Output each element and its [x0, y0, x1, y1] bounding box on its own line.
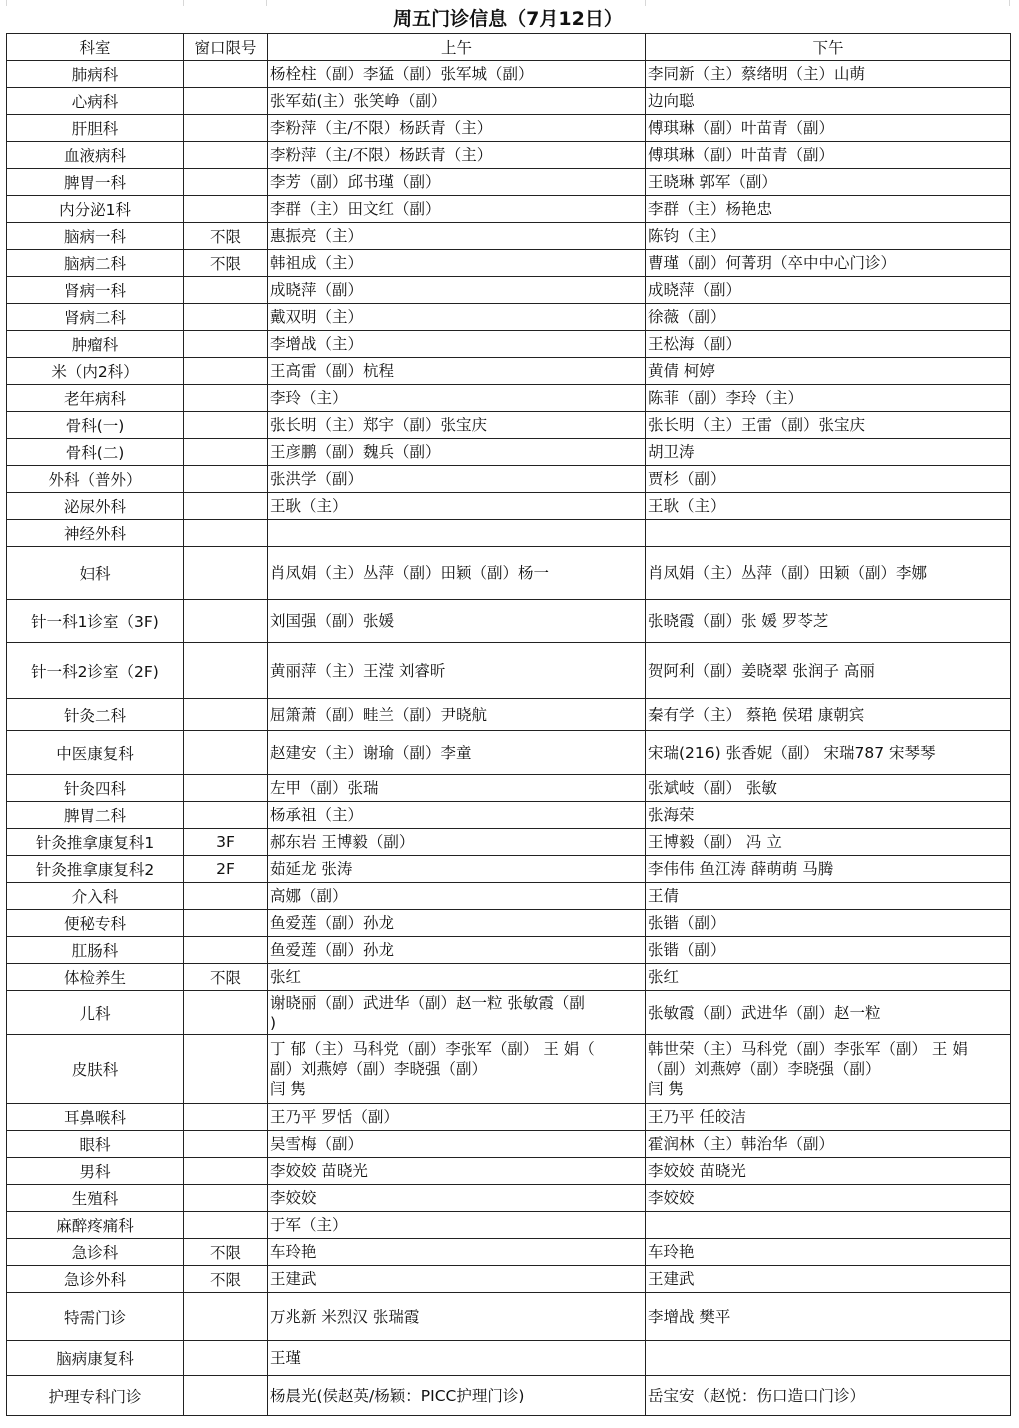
dept-cell: 肛肠科: [7, 937, 184, 964]
morning-cell: 王乃平 罗恬（副）: [268, 1104, 646, 1131]
table-row: [7, 802, 1011, 829]
dept-cell: 骨科(一): [7, 412, 184, 439]
dept-cell: 麻醉疼痛科: [7, 1212, 184, 1239]
window-limit-cell: [184, 331, 268, 358]
dept-cell: 脾胃一科: [7, 169, 184, 196]
header-row: [7, 34, 1011, 61]
afternoon-cell: 霍润林（主）韩治华（副）: [646, 1131, 1011, 1158]
window-limit-cell: [184, 1185, 268, 1212]
dept-cell: 脑病二科: [7, 250, 184, 277]
dept-cell: 生殖科: [7, 1185, 184, 1212]
dept-cell: 男科: [7, 1158, 184, 1185]
morning-cell: 左甲（副）张瑞: [268, 775, 646, 802]
table-row: [7, 250, 1011, 277]
window-limit-cell: [184, 910, 268, 937]
window-limit-cell: [184, 802, 268, 829]
table-row: [7, 223, 1011, 250]
dept-cell: 肾病一科: [7, 277, 184, 304]
dept-cell: 儿科: [7, 991, 184, 1035]
window-limit-cell: [184, 304, 268, 331]
morning-cell: 成晓萍（副）: [268, 277, 646, 304]
window-limit-cell: [184, 1035, 268, 1104]
afternoon-cell: 王乃平 任皎洁: [646, 1104, 1011, 1131]
table-row: [7, 493, 1011, 520]
morning-cell: 屈箫萧（副）畦兰（副）尹晓航: [268, 699, 646, 731]
table-row: [7, 1293, 1011, 1341]
window-limit-cell: 不限: [184, 1266, 268, 1293]
clinic-schedule-table: [6, 33, 1011, 1416]
table-row: [7, 1035, 1011, 1104]
window-limit-cell: [184, 731, 268, 775]
dept-cell: 针一科2诊室（2F): [7, 643, 184, 699]
morning-cell: 吴雪梅（副）: [268, 1131, 646, 1158]
table-row: [7, 1185, 1011, 1212]
window-limit-cell: [184, 1212, 268, 1239]
dept-cell: 妇科: [7, 547, 184, 600]
morning-cell: 李玲（主）: [268, 385, 646, 412]
afternoon-cell: 李伟伟 鱼江涛 薛萌萌 马腾: [646, 856, 1011, 883]
table-row: [7, 304, 1011, 331]
morning-cell: 张洪学（副）: [268, 466, 646, 493]
window-limit-cell: [184, 277, 268, 304]
afternoon-cell: 车玲艳: [646, 1239, 1011, 1266]
dept-cell: 针灸推拿康复科2: [7, 856, 184, 883]
afternoon-cell: 李姣姣: [646, 1185, 1011, 1212]
morning-cell: 杨承祖（主）: [268, 802, 646, 829]
afternoon-cell: 李同新（主）蔡绪明（主）山萌: [646, 61, 1011, 88]
window-limit-cell: 不限: [184, 223, 268, 250]
morning-cell: [268, 520, 646, 547]
table-row: [7, 115, 1011, 142]
afternoon-cell: [646, 520, 1011, 547]
morning-cell: 鱼爱莲（副）孙龙: [268, 937, 646, 964]
dept-cell: 心病科: [7, 88, 184, 115]
table-row: [7, 169, 1011, 196]
window-limit-cell: [184, 991, 268, 1035]
table-row: [7, 964, 1011, 991]
dept-cell: 皮肤科: [7, 1035, 184, 1104]
afternoon-cell: 胡卫涛: [646, 439, 1011, 466]
morning-cell: 王耿（主）: [268, 493, 646, 520]
table-row: [7, 466, 1011, 493]
window-limit-cell: [184, 883, 268, 910]
afternoon-cell: 李姣姣 苗晓光: [646, 1158, 1011, 1185]
morning-cell: 戴双明（主）: [268, 304, 646, 331]
morning-cell: 韩祖成（主）: [268, 250, 646, 277]
window-limit-cell: [184, 88, 268, 115]
table-row: [7, 412, 1011, 439]
morning-cell: 王高雷（副）杭程: [268, 358, 646, 385]
window-limit-cell: 不限: [184, 1239, 268, 1266]
morning-cell: 丁 郁（主）马科党（副）李张军（副） 王 娟（ 副）刘燕婷（副）李晓强（副） 闫 隽: [268, 1035, 646, 1104]
window-limit-cell: 3F: [184, 829, 268, 856]
morning-cell: 王建武: [268, 1266, 646, 1293]
window-limit-cell: 不限: [184, 250, 268, 277]
header-morning: 上午: [268, 34, 646, 61]
window-limit-cell: [184, 699, 268, 731]
table-row: [7, 1239, 1011, 1266]
window-limit-cell: [184, 115, 268, 142]
dept-cell: 肾病二科: [7, 304, 184, 331]
dept-cell: 中医康复科: [7, 731, 184, 775]
afternoon-cell: [646, 1212, 1011, 1239]
morning-cell: 万兆新 米烈汉 张瑞霞: [268, 1293, 646, 1341]
afternoon-cell: 贺阿利（副）姜晓翠 张润子 高丽: [646, 643, 1011, 699]
morning-cell: 赵建安（主）谢瑜（副）李童: [268, 731, 646, 775]
table-row: [7, 385, 1011, 412]
morning-cell: 张红: [268, 964, 646, 991]
table-row: [7, 1212, 1011, 1239]
afternoon-cell: 王晓琳 郭军（副）: [646, 169, 1011, 196]
afternoon-cell: 宋瑞(216) 张香妮（副） 宋瑞787 宋琴琴: [646, 731, 1011, 775]
window-limit-cell: [184, 412, 268, 439]
morning-cell: 李粉萍（主/不限）杨跃青（主）: [268, 115, 646, 142]
dept-cell: 急诊科: [7, 1239, 184, 1266]
afternoon-cell: 黄倩 柯婷: [646, 358, 1011, 385]
afternoon-cell: 秦有学（主） 蔡艳 侯珺 康朝宾: [646, 699, 1011, 731]
dept-cell: 体检养生: [7, 964, 184, 991]
morning-cell: 黄丽萍（主）王滢 刘睿昕: [268, 643, 646, 699]
window-limit-cell: [184, 1376, 268, 1416]
table-row: [7, 331, 1011, 358]
window-limit-cell: 不限: [184, 964, 268, 991]
dept-cell: 急诊外科: [7, 1266, 184, 1293]
morning-cell: 李群（主）田文红（副）: [268, 196, 646, 223]
dept-cell: 脾胃二科: [7, 802, 184, 829]
dept-cell: 神经外科: [7, 520, 184, 547]
table-row: [7, 1376, 1011, 1416]
schedule-body: [7, 61, 1011, 1416]
morning-cell: 李姣姣 苗晓光: [268, 1158, 646, 1185]
morning-cell: 杨晨光(侯赵英/杨颖：PICC护理门诊): [268, 1376, 646, 1416]
afternoon-cell: [646, 1341, 1011, 1376]
morning-cell: 谢晓丽（副）武进华（副）赵一粒 张敏霞（副 ): [268, 991, 646, 1035]
table-row: [7, 643, 1011, 699]
dept-cell: 特需门诊: [7, 1293, 184, 1341]
header-dept: 科室: [7, 34, 184, 61]
morning-cell: 李增战（主）: [268, 331, 646, 358]
morning-cell: 郝东岩 王博毅（副）: [268, 829, 646, 856]
table-row: [7, 547, 1011, 600]
afternoon-cell: 王博毅（副） 冯 立: [646, 829, 1011, 856]
afternoon-cell: 张晓霞（副）张 媛 罗苓芝: [646, 600, 1011, 643]
afternoon-cell: 陈钧（主）: [646, 223, 1011, 250]
window-limit-cell: [184, 385, 268, 412]
table-row: [7, 991, 1011, 1035]
afternoon-cell: 陈菲（副）李玲（主）: [646, 385, 1011, 412]
window-limit-cell: [184, 547, 268, 600]
table-row: [7, 910, 1011, 937]
table-row: [7, 699, 1011, 731]
table-row: [7, 520, 1011, 547]
afternoon-cell: 边向聪: [646, 88, 1011, 115]
morning-cell: 高娜（副）: [268, 883, 646, 910]
morning-cell: 王瑾: [268, 1341, 646, 1376]
morning-cell: 于军（主）: [268, 1212, 646, 1239]
afternoon-cell: 王松海（副）: [646, 331, 1011, 358]
afternoon-cell: 张红: [646, 964, 1011, 991]
afternoon-cell: 张锴（副）: [646, 937, 1011, 964]
window-limit-cell: [184, 466, 268, 493]
afternoon-cell: 傅琪琳（副）叶苗青（副）: [646, 115, 1011, 142]
dept-cell: 针灸推拿康复科1: [7, 829, 184, 856]
table-row: [7, 1341, 1011, 1376]
window-limit-cell: [184, 493, 268, 520]
window-limit-cell: [184, 169, 268, 196]
afternoon-cell: 徐薇（副）: [646, 304, 1011, 331]
afternoon-cell: 李群（主）杨艳忠: [646, 196, 1011, 223]
afternoon-cell: 韩世荣（主）马科党（副）李张军（副） 王 娟 （副）刘燕婷（副）李晓强（副） 闫 隽: [646, 1035, 1011, 1104]
table-row: [7, 61, 1011, 88]
table-row: [7, 1131, 1011, 1158]
window-limit-cell: [184, 1293, 268, 1341]
afternoon-cell: 张长明（主）王雷（副）张宝庆: [646, 412, 1011, 439]
dept-cell: 老年病科: [7, 385, 184, 412]
dept-cell: 护理专科门诊: [7, 1376, 184, 1416]
dept-cell: 骨科(二): [7, 439, 184, 466]
table-row: [7, 600, 1011, 643]
dept-cell: 脑病康复科: [7, 1341, 184, 1376]
morning-cell: 鱼爱莲（副）孙龙: [268, 910, 646, 937]
afternoon-cell: 傅琪琳（副）叶苗青（副）: [646, 142, 1011, 169]
table-row: [7, 731, 1011, 775]
morning-cell: 李姣姣: [268, 1185, 646, 1212]
dept-cell: 耳鼻喉科: [7, 1104, 184, 1131]
afternoon-cell: 贾杉（副）: [646, 466, 1011, 493]
afternoon-cell: 王倩: [646, 883, 1011, 910]
table-row: [7, 439, 1011, 466]
table-row: [7, 1158, 1011, 1185]
morning-cell: 杨栓柱（副）李猛（副）张军城（副）: [268, 61, 646, 88]
window-limit-cell: [184, 1131, 268, 1158]
table-row: [7, 883, 1011, 910]
window-limit-cell: [184, 358, 268, 385]
table-row: [7, 277, 1011, 304]
dept-cell: 脑病一科: [7, 223, 184, 250]
window-limit-cell: [184, 439, 268, 466]
afternoon-cell: 岳宝安（赵悦：伤口造口门诊）: [646, 1376, 1011, 1416]
dept-cell: 针一科1诊室（3F): [7, 600, 184, 643]
window-limit-cell: [184, 1158, 268, 1185]
table-row: [7, 1266, 1011, 1293]
dept-cell: 米（内2科）: [7, 358, 184, 385]
afternoon-cell: 曹瑾（副）何菁玥（卒中中心门诊）: [646, 250, 1011, 277]
morning-cell: 张长明（主）郑宇（副）张宝庆: [268, 412, 646, 439]
dept-cell: 便秘专科: [7, 910, 184, 937]
morning-cell: 肖凤娟（主）丛萍（副）田颖（副）杨一: [268, 547, 646, 600]
window-limit-cell: [184, 196, 268, 223]
dept-cell: 眼科: [7, 1131, 184, 1158]
table-row: [7, 142, 1011, 169]
dept-cell: 血液病科: [7, 142, 184, 169]
dept-cell: 肺病科: [7, 61, 184, 88]
table-row: [7, 937, 1011, 964]
window-limit-cell: [184, 1341, 268, 1376]
header-window-limit: 窗口限号: [184, 34, 268, 61]
morning-cell: 李芳（副）邱书瑾（副）: [268, 169, 646, 196]
window-limit-cell: 2F: [184, 856, 268, 883]
morning-cell: 刘国强（副）张媛: [268, 600, 646, 643]
table-row: [7, 775, 1011, 802]
header-afternoon: 下午: [646, 34, 1011, 61]
morning-cell: 车玲艳: [268, 1239, 646, 1266]
dept-cell: 介入科: [7, 883, 184, 910]
afternoon-cell: 肖凤娟（主）丛萍（副）田颖（副）李娜: [646, 547, 1011, 600]
window-limit-cell: [184, 142, 268, 169]
window-limit-cell: [184, 520, 268, 547]
morning-cell: 张军茹(主）张笑峥（副）: [268, 88, 646, 115]
dept-cell: 肿瘤科: [7, 331, 184, 358]
afternoon-cell: 李增战 樊平: [646, 1293, 1011, 1341]
table-row: [7, 358, 1011, 385]
table-row: [7, 829, 1011, 856]
afternoon-cell: 成晓萍（副）: [646, 277, 1011, 304]
afternoon-cell: 张敏霞（副）武进华（副）赵一粒: [646, 991, 1011, 1035]
window-limit-cell: [184, 775, 268, 802]
window-limit-cell: [184, 600, 268, 643]
morning-cell: 惠振亮（主）: [268, 223, 646, 250]
dept-cell: 内分泌1科: [7, 196, 184, 223]
dept-cell: 针灸二科: [7, 699, 184, 731]
table-row: [7, 88, 1011, 115]
dept-cell: 肝胆科: [7, 115, 184, 142]
morning-cell: 王彦鹏（副）魏兵（副）: [268, 439, 646, 466]
table-row: [7, 196, 1011, 223]
window-limit-cell: [184, 61, 268, 88]
morning-cell: 茹延龙 张涛: [268, 856, 646, 883]
window-limit-cell: [184, 937, 268, 964]
afternoon-cell: 张锴（副）: [646, 910, 1011, 937]
morning-cell: 李粉萍（主/不限）杨跃青（主）: [268, 142, 646, 169]
window-limit-cell: [184, 1104, 268, 1131]
dept-cell: 泌尿外科: [7, 493, 184, 520]
window-limit-cell: [184, 643, 268, 699]
afternoon-cell: 张海荣: [646, 802, 1011, 829]
dept-cell: 外科（普外）: [7, 466, 184, 493]
afternoon-cell: 张斌岐（副） 张敏: [646, 775, 1011, 802]
table-row: [7, 856, 1011, 883]
table-row: [7, 1104, 1011, 1131]
page-title: 周五门诊信息（7月12日）: [393, 8, 623, 30]
afternoon-cell: 王建武: [646, 1266, 1011, 1293]
afternoon-cell: 王耿（主）: [646, 493, 1011, 520]
dept-cell: 针灸四科: [7, 775, 184, 802]
